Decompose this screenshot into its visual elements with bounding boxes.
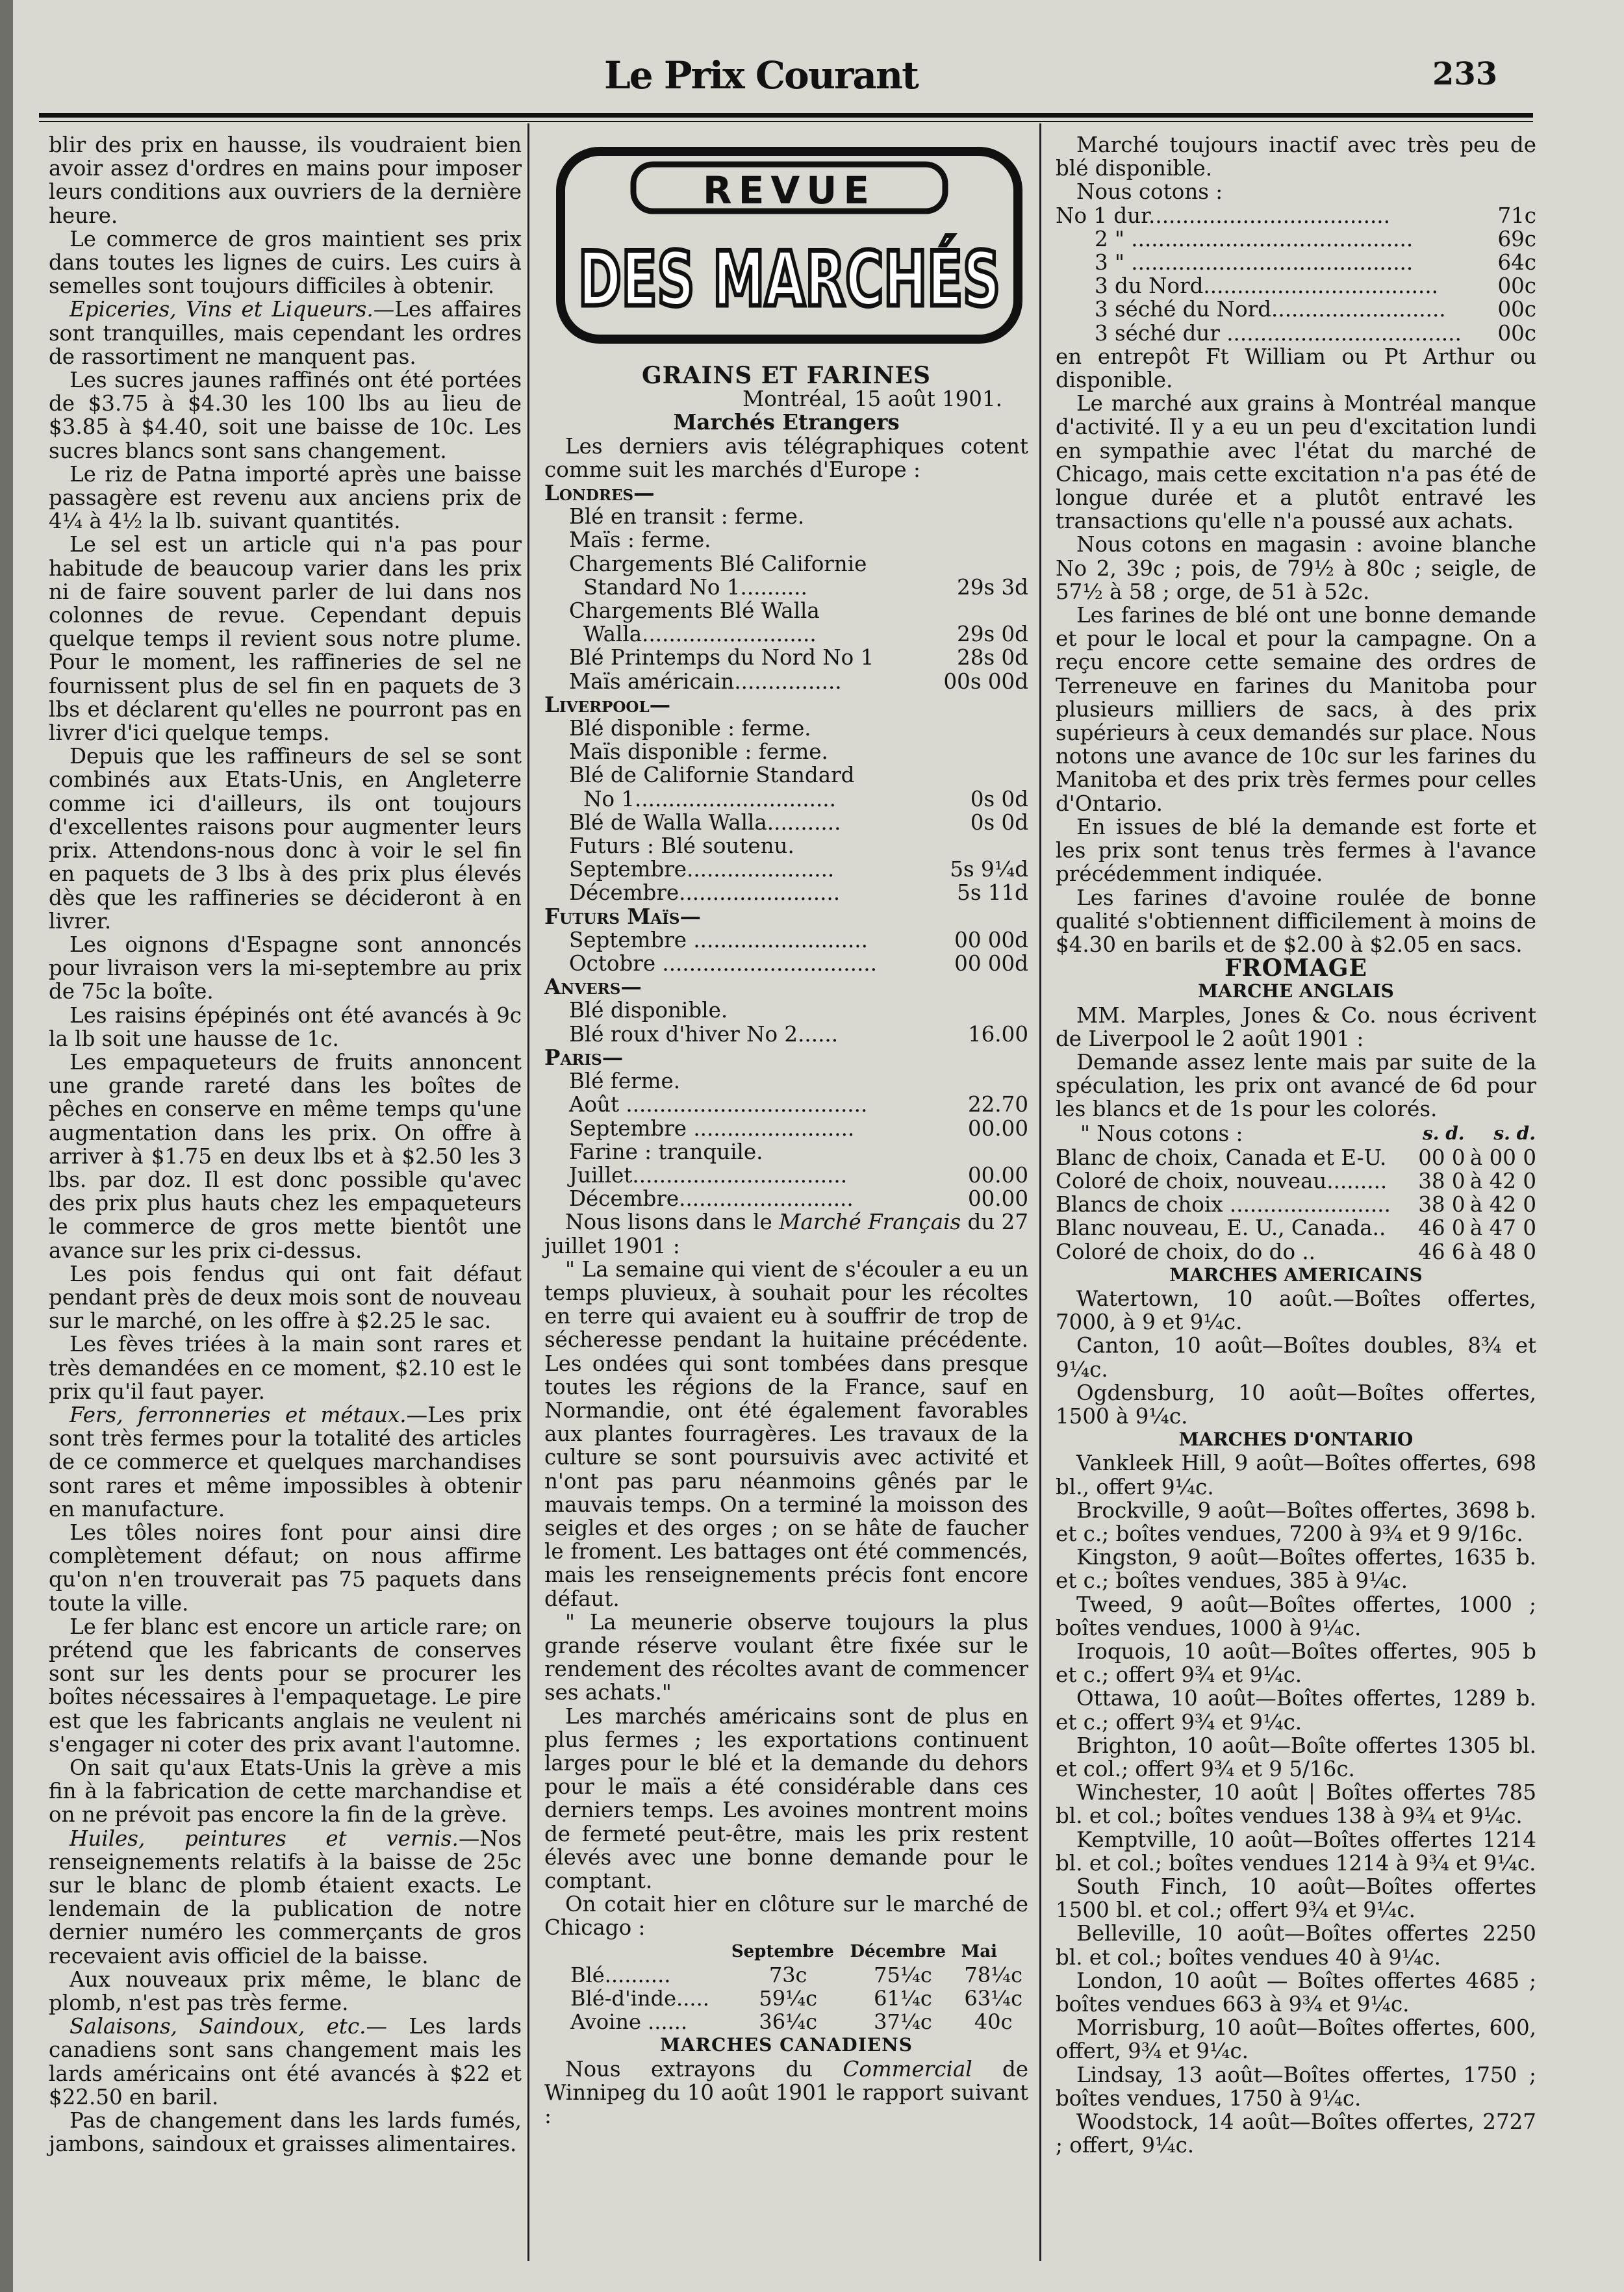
price-label: 3 " .......................................... bbox=[1095, 250, 1414, 275]
section-lead: Epiceries, Vins et Liqueurs. bbox=[70, 297, 374, 322]
publication-title: Marché Français bbox=[779, 1210, 961, 1235]
table-row bbox=[1056, 1146, 1536, 1169]
market-line: Maïs disponible : ferme. bbox=[569, 739, 828, 765]
paragraph: Les sucres jaunes raffinés ont été portées de $3.75 à $4.30 les 100 lbs au lieu de $3.85 à $4.40, soit une baisse de 10c. Les sucres blancs sont sans changement. bbox=[49, 368, 522, 463]
market-report: Watertown, 10 août.—Boîtes offertes, 7000, à 9 et 9¼c. bbox=[1056, 1286, 1536, 1335]
price-label: Septembre...................... bbox=[569, 857, 835, 882]
paragraph-salaisons bbox=[49, 2015, 522, 2109]
price-row bbox=[544, 881, 1028, 904]
price-row bbox=[544, 670, 1028, 693]
paragraph: Le commerce de gros maintient ses prix dans toutes les lignes de cuirs. Les cuirs à semelles sont toujours difficiles à obtenir. bbox=[49, 226, 522, 299]
market-line: Blé disponible. bbox=[569, 998, 728, 1023]
market-label: Liverpool— bbox=[544, 691, 671, 717]
paragraph: Les farines de blé ont une bonne demande et pour le local et pour la campagne. On a reçu encore cette semaine des ordres de Terreneuve en farines du Manitoba pour plusieurs milliers de sacs, à des prix supérieurs à ceux demandés sur place. Nous notons une avance de 10c sur les farines du Manitoba et des prix très fermes pour celles d'Ontario. bbox=[1056, 603, 1536, 816]
price-value: 0s 0d bbox=[970, 786, 1028, 811]
price-label: Blé de Walla Walla........... bbox=[569, 809, 841, 835]
price-value: 00.00 bbox=[967, 1115, 1028, 1141]
publication-title: Commercial bbox=[843, 2056, 972, 2082]
price-value: 00.00 bbox=[967, 1162, 1028, 1188]
header-rule bbox=[39, 113, 1533, 118]
column-divider bbox=[1039, 123, 1041, 2261]
table-cell: 40c bbox=[974, 2009, 1013, 2035]
sub-title: MARCHE ANGLAIS bbox=[1198, 980, 1394, 1002]
paragraph: Pas de changement dans les lards fumés, jambons, saindoux et graisses alimentaires. bbox=[49, 2108, 522, 2157]
table-cell: Coloré de choix, do do .. bbox=[1056, 1239, 1316, 1264]
table-cell: à 47 0 bbox=[1469, 1216, 1536, 1241]
market-report: Brighton, 10 août—Boîte offertes 1305 bl. et col.; offert 9¾ et 9 5/16c. bbox=[1056, 1733, 1536, 1782]
price-value: 00 00d bbox=[954, 951, 1028, 976]
price-label: Farine : tranquile. bbox=[569, 1139, 763, 1164]
price-value: 64c bbox=[1497, 250, 1536, 275]
table-cell: 46 6 bbox=[1418, 1239, 1465, 1264]
price-label: Blé roux d'hiver No 2...... bbox=[569, 1021, 839, 1047]
market-report: Ottawa, 10 août—Boîtes offertes, 1289 b. et c.; offert 9¾ et 9¼c. bbox=[1056, 1686, 1536, 1735]
paragraph: Marché toujours inactif avec très peu de blé disponible. bbox=[1056, 133, 1536, 181]
market-line: Maïs : ferme. bbox=[569, 528, 711, 553]
table-cell: Blancs de choix ........................ bbox=[1056, 1192, 1391, 1217]
market-label: Paris— bbox=[544, 1044, 624, 1070]
market-report: Belleville, 10 août—Boîtes offertes 2250 bl. et col.; boîtes vendues 40 à 9¼c. bbox=[1056, 1921, 1536, 1970]
table-row bbox=[1056, 1240, 1536, 1264]
paragraph-group bbox=[49, 2109, 522, 2156]
price-label: Décembre........................ bbox=[569, 880, 841, 906]
price-label: Blé Printemps du Nord No 1 bbox=[569, 645, 874, 670]
paragraph-group bbox=[49, 1968, 522, 2015]
price-label: Octobre ................................ bbox=[569, 951, 877, 976]
market-report: Woodstock, 14 août—Boîtes offertes, 2727 ; offert, 9¼c. bbox=[1056, 2109, 1536, 2158]
market-line: Blé en transit : ferme. bbox=[569, 504, 805, 529]
price-label: Maïs américain................ bbox=[569, 668, 842, 694]
table-cell: à 42 0 bbox=[1469, 1192, 1536, 1217]
grade-list bbox=[1056, 204, 1536, 345]
text: Nous lisons dans le bbox=[565, 1210, 780, 1235]
sub-title: MARCHES AMERICAINS bbox=[1169, 1264, 1423, 1286]
price-label: 3 séché du Nord.......................... bbox=[1095, 297, 1446, 322]
price-label: Walla.......................... bbox=[583, 622, 817, 647]
price-row bbox=[544, 858, 1028, 881]
paragraph-huiles bbox=[49, 1827, 522, 1968]
paragraph: Les raisins épépinés ont été avancés à 9c la lb soit une hausse de 1c. bbox=[49, 1002, 522, 1051]
liverpool-lines bbox=[544, 717, 1028, 787]
column-header: Mai bbox=[961, 1941, 998, 1961]
table-cell: 63¼c bbox=[964, 1986, 1023, 2011]
price-row bbox=[544, 1117, 1028, 1140]
price-label: Standard No 1.......... bbox=[583, 574, 807, 600]
price-value bbox=[1022, 1140, 1028, 1164]
market-report: Iroquois, 10 août—Boîtes offertes, 905 b et c.; offert 9¾ et 9¼c. bbox=[1056, 1639, 1536, 1688]
text: Nous extrayons du bbox=[565, 2056, 843, 2082]
paragraph: Le sel est un article qui n'a pas pour habitude de beaucoup varier dans les prix ni de faire souvent parler de lui dans nos colonnes de revue. Cependant depuis quelque temps il revient sous notre plume. Pour le moment, les raffineries de sel ne fournissent plus de sel fin en paquets de 3 lbs et déclarent qu'elles ne pourront pas en livrer d'ici quelque temps. bbox=[49, 532, 522, 746]
column-left bbox=[49, 133, 522, 2156]
table-cell: Blanc de choix, Canada et E-U. bbox=[1056, 1145, 1387, 1170]
price-value: 00c bbox=[1497, 297, 1536, 322]
price-row bbox=[544, 1093, 1028, 1116]
table-cell: 73c bbox=[768, 1962, 807, 1987]
market-report: Ogdensburg, 10 août—Boîtes offertes, 1500 à 9¼c. bbox=[1056, 1380, 1536, 1429]
market-line: Blé disponible : ferme. bbox=[569, 716, 811, 741]
quote: " La meunerie observe toujours la plus grande réserve voulant être fixée sur le rendement des récoltes avant de commencer ses achats." bbox=[544, 1609, 1028, 1705]
price-value bbox=[1022, 599, 1028, 622]
table-cell: Coloré de choix, nouveau......... bbox=[1056, 1168, 1388, 1193]
section-text: —Les affaires sont tranquilles, mais cependant les ordres de rassortiment ne manquent pas. bbox=[49, 297, 522, 369]
table-cell: à 48 0 bbox=[1469, 1239, 1536, 1264]
paragraph-group bbox=[49, 368, 522, 1403]
column-header: Septembre bbox=[731, 1941, 834, 1961]
table-caption: " Nous cotons : bbox=[1080, 1121, 1243, 1146]
table-cell: 59¼c bbox=[759, 1986, 817, 2011]
market-label: Londres— bbox=[544, 480, 655, 506]
price-label: Chargements Blé Walla bbox=[569, 598, 820, 624]
market-line: Chargements Blé Californie bbox=[569, 551, 867, 576]
header-rule-thin bbox=[39, 121, 1533, 122]
revue-des-marches-banner bbox=[555, 146, 1127, 344]
paragraph: Les tôles noires font pour ainsi dire complètement défaut; on nous affirme qu'on n'en trouverait pas 75 paquets dans toute la ville. bbox=[49, 1520, 522, 1616]
paragraph: Depuis que les raffineurs de sel se sont combinés aux Etats-Unis, en Angleterre comme ici d'ailleurs, ils ont toujours d'excellentes raisons pour augmenter leurs prix. Attendons-nous donc à voir le sel fin en paquets de 3 lbs à des prix plus élevés dès que les raffineries se décideront à en livrer. bbox=[49, 744, 522, 934]
paragraph: MM. Marples, Jones & Co. nous écrivent de Liverpool le 2 août 1901 : bbox=[1056, 1002, 1536, 1051]
dateline: Montréal, 15 août 1901. bbox=[742, 387, 1002, 412]
column-header: s. d. bbox=[1422, 1122, 1465, 1144]
price-value: 0s 0d bbox=[970, 809, 1028, 835]
table-cell: à 42 0 bbox=[1469, 1168, 1536, 1193]
price-label: Août .................................... bbox=[569, 1092, 868, 1117]
liverpool-rows bbox=[544, 787, 1028, 905]
table-cell: 37¼c bbox=[874, 2009, 932, 2035]
paragraph-group bbox=[49, 1521, 522, 1827]
price-label: No 1.............................. bbox=[583, 786, 836, 811]
table-cell: Blé-d'inde..... bbox=[570, 1986, 709, 2011]
column-header bbox=[544, 1940, 729, 1963]
price-value: 22.70 bbox=[967, 1092, 1028, 1117]
table-cell: à 00 0 bbox=[1469, 1145, 1536, 1170]
paragraph: Le marché aux grains à Montréal manque d'activité. Il y a eu un peu d'excitation lundi en sympathie avec l'état du marché de Chicago, mais cette excitation n'a pas été de longue durée et a plutôt entravé les transactions qu'elle n'a poussé aux achats. bbox=[1056, 391, 1536, 534]
chicago-table bbox=[544, 1940, 1028, 2034]
table-cell: Blé.......... bbox=[570, 1962, 671, 1987]
column-middle bbox=[544, 364, 1028, 2128]
section-lead: Fers, ferronneries et métaux. bbox=[70, 1402, 407, 1427]
sub-title: Marchés Etrangers bbox=[673, 409, 900, 435]
table-cell: Blanc nouveau, E. U., Canada.. bbox=[1056, 1216, 1386, 1241]
table-cell: Avoine ...... bbox=[570, 2009, 688, 2035]
sub-title: MARCHES D'ONTARIO bbox=[1178, 1429, 1414, 1451]
table-cell: 78¼c bbox=[964, 1962, 1023, 1987]
market-label: Futurs Maïs— bbox=[544, 903, 702, 929]
market-report: London, 10 août — Boîtes offertes 4685 ; boîtes vendues 663 à 9¾ et 9¼c. bbox=[1056, 1968, 1536, 2017]
market-report: Brockville, 9 août—Boîtes offertes, 3698 b. et c.; boîtes vendues, 7200 à 9¾ et 9 9/16c. bbox=[1056, 1497, 1536, 1546]
price-label: No 1 dur.................................... bbox=[1056, 203, 1390, 228]
table-cell: 38 0 bbox=[1418, 1168, 1465, 1193]
table-cell: 46 0 bbox=[1418, 1216, 1465, 1241]
section-title: MARCHES CANADIENS bbox=[660, 2034, 913, 2056]
anvers-lines bbox=[544, 999, 1028, 1022]
grade-row bbox=[1056, 322, 1536, 345]
american-markets bbox=[1056, 1287, 1536, 1428]
section-text: — Les lards canadiens sont sans changement mais les lards américains ont été avancés à $22 et $22.50 en baril. bbox=[49, 2014, 522, 2109]
table-cell: 61¼c bbox=[874, 1986, 932, 2011]
paragraph: en entrepôt Ft William ou Pt Arthur ou disponible. bbox=[1056, 344, 1536, 393]
paragraph: Les marchés américains sont de plus en plus fermes ; les exportations continuent larges pour le blé et la demande du dehors pour le maïs a été considérable dans ces derniers temps. Les avoines montrent moins de fermeté peut-être, mais les prix restent élevés avec une bonne demande pour le comptant. bbox=[544, 1703, 1028, 1893]
paragraph: Nous cotons : bbox=[1076, 179, 1223, 205]
scan-edge bbox=[0, 0, 13, 2292]
market-report: Kemptville, 10 août—Boîtes offertes 1214 bl. et col.; boîtes vendues 1214 à 9¾ et 9¼c. bbox=[1056, 1827, 1536, 1876]
price-label: Futurs : Blé soutenu. bbox=[569, 834, 794, 859]
price-row bbox=[544, 1187, 1028, 1210]
price-value: 00c bbox=[1497, 274, 1536, 299]
paragraph: Aux nouveaux prix même, le blanc de plomb, n'est pas très ferme. bbox=[49, 1967, 522, 2016]
market-line: Blé ferme. bbox=[569, 1069, 681, 1094]
table-row bbox=[544, 1963, 1028, 1987]
banner-line2: DES MARCHÉS bbox=[578, 236, 1127, 324]
price-value: 00s 00d bbox=[943, 668, 1028, 694]
market-report: South Finch, 10 août—Boîtes offertes 1500 bl. et col.; offert 9¾ et 9¼c. bbox=[1056, 1874, 1536, 1923]
paragraph: Les derniers avis télégraphiques cotent comme suit les marchés d'Europe : bbox=[544, 433, 1028, 482]
anvers-rows bbox=[544, 1023, 1028, 1046]
market-line: Blé de Californie Standard bbox=[569, 763, 855, 788]
price-value: 29s 0d bbox=[957, 622, 1028, 647]
market-report: Kingston, 9 août—Boîtes offertes, 1635 b. et c.; boîtes vendues, 385 à 9¼c. bbox=[1056, 1545, 1536, 1594]
paris-rows bbox=[544, 1093, 1028, 1210]
masthead: Le Prix Courant bbox=[604, 53, 918, 97]
column-header: s. d. bbox=[1493, 1122, 1536, 1144]
quote: " La semaine qui vient de s'écouler a eu un temps pluvieux, à souhait pour les récoltes en terre qui avaient eu à souffrir de trop de sécheresse pendant la huitaine précédente. Les ondées qui sont tombées dans presque toutes les régions de la France, sauf en Normandie, ont été également favorables aux plantes fourragères. Les travaux de la culture se sont poursuivis avec activité et n'ont pas paru néanmoins gênés par le mauvais temps. On a terminé la moisson des seigles et des orges ; on se hâte de faucher le froment. Les battages ont été commencés, mais les renseignements précis font encore défaut. bbox=[544, 1256, 1028, 1611]
section-title: FROMAGE bbox=[1224, 954, 1367, 982]
text: de Winnipeg du 10 août 1901 le rapport suivant : bbox=[544, 2056, 1028, 2129]
grade-row bbox=[1056, 251, 1536, 274]
paragraph: Les farines d'avoine roulée de bonne qualité s'obtiennent difficilement à moins de $4.30 en barils et de $2.00 à $2.05 en sacs. bbox=[1056, 885, 1536, 957]
paragraph: Les pois fendus qui ont fait défaut pendant près de deux mois sont de nouveau sur le marché, on les offre à $2.25 le sac. bbox=[49, 1261, 522, 1334]
section-lead: Salaisons, Saindoux, etc. bbox=[70, 2014, 366, 2039]
grade-row bbox=[1056, 204, 1536, 227]
ontario-markets bbox=[1056, 1451, 1536, 2157]
price-label: 3 séché dur ................................... bbox=[1095, 320, 1462, 346]
price-row bbox=[544, 1164, 1028, 1187]
table-cell: 75¼c bbox=[874, 1962, 932, 1987]
paragraph: On cotait hier en clôture sur le marché de Chicago : bbox=[544, 1892, 1028, 1941]
price-value: 00.00 bbox=[967, 1186, 1028, 1212]
price-row bbox=[544, 622, 1028, 646]
table-cell: 38 0 bbox=[1418, 1192, 1465, 1217]
paragraph bbox=[544, 1210, 1028, 1257]
table-row bbox=[1056, 1193, 1536, 1216]
paragraph bbox=[544, 2057, 1028, 2128]
table-header-row bbox=[1056, 1121, 1536, 1146]
table-row bbox=[544, 1987, 1028, 2010]
price-value: 00 00d bbox=[954, 927, 1028, 952]
price-value: 69c bbox=[1497, 226, 1536, 251]
price-row bbox=[544, 834, 1028, 858]
page-number: 233 bbox=[1432, 56, 1498, 92]
market-report: Canton, 10 août—Boîtes doubles, 8¾ et 9¼c. bbox=[1056, 1333, 1536, 1382]
paragraph: Le riz de Patna importé après une baisse passagère est revenu aux anciens prix de 4¼ à 4½ la lb. suivant quantités. bbox=[49, 461, 522, 534]
paragraph: Les fèves triées à la main sont rares et très demandées en ce moment, $2.10 est le prix qu'il faut payer. bbox=[49, 1332, 522, 1404]
paragraph: Le fer blanc est encore un article rare; on prétend que les fabricants de conserves sont sur les dents pour se procurer les boîtes nécessaires à l'empaquetage. Le pire est que les fabricants anglais ne veulent ni s'engager ni coter des prix avant l'automne. bbox=[49, 1614, 522, 1757]
market-label: Anvers— bbox=[544, 974, 642, 1000]
table-header-row bbox=[544, 1940, 1028, 1963]
price-label: Septembre ........................ bbox=[569, 1115, 855, 1141]
price-value: 71c bbox=[1497, 203, 1536, 228]
table-cell: 36¼c bbox=[759, 2009, 817, 2035]
price-row bbox=[544, 1023, 1028, 1046]
paragraph-epiceries bbox=[49, 298, 522, 368]
price-label: 3 du Nord................................... bbox=[1095, 274, 1438, 299]
paragraph: blir des prix en hausse, ils voudraient bien avoir assez d'ordres en mains pour imposer leurs conditions aux ouvriers de la dernière heure. bbox=[49, 133, 522, 228]
market-report: Tweed, 9 août—Boîtes offertes, 1000 ; boîtes vendues, 1000 à 9¼c. bbox=[1056, 1592, 1536, 1640]
paris-lines bbox=[544, 1069, 1028, 1093]
price-value: 29s 3d bbox=[957, 574, 1028, 600]
price-value bbox=[1022, 834, 1028, 858]
cheese-table bbox=[1056, 1121, 1536, 1264]
section-text: —Nos renseignements relatifs à la baisse de 25c sur le blanc de plomb étaient exacts. Le lendemain de la publication de notre dernier numéro les commerçants de gros recevaient avis officiel de la baisse. bbox=[49, 1826, 522, 1968]
price-row bbox=[544, 787, 1028, 811]
price-label: 2 " .......................................... bbox=[1095, 226, 1414, 251]
paragraph: On sait qu'aux Etats-Unis la grève a mis fin à la fabrication de cette marchandise et on ne prévoit pas encore la fin de la grève. bbox=[49, 1755, 522, 1827]
londres-rows bbox=[544, 576, 1028, 693]
paragraph: Les empaqueteurs de fruits annoncent une grande rareté dans les boîtes de pêches en conserve en même temps qu'une augmentation dans les prix. On offre à arriver à $1.75 en deux lbs et à $2.50 les 3 lbs. par doz. Il est donc possible qu'avec des prix plus hauts chez les empaqueteurs le commerce de gros mette bientôt une avance sur les prix ci-dessus. bbox=[49, 1049, 522, 1263]
section-lead: Huiles, peintures et vernis. bbox=[70, 1826, 459, 1851]
price-row bbox=[544, 928, 1028, 952]
price-value: 00c bbox=[1497, 320, 1536, 346]
paragraph-fers bbox=[49, 1403, 522, 1521]
grade-row bbox=[1056, 298, 1536, 321]
futurs-rows bbox=[544, 928, 1028, 975]
table-cell: 00 0 bbox=[1418, 1145, 1465, 1170]
price-row bbox=[544, 1140, 1028, 1164]
grade-row bbox=[1056, 227, 1536, 251]
banner-line1: REVUE bbox=[703, 168, 876, 212]
text: du 27 juillet 1901 : bbox=[544, 1210, 1028, 1258]
market-report: Winchester, 10 août | Boîtes offertes 785 bl. et col.; boîtes vendues 138 à 9¾ et 9¼c. bbox=[1056, 1780, 1536, 1829]
price-value: 28s 0d bbox=[957, 645, 1028, 670]
price-value: 5s 9¼d bbox=[950, 857, 1028, 882]
londres-lines bbox=[544, 505, 1028, 576]
market-report: Vankleek Hill, 9 août—Boîtes offertes, 698 bl., offert 9¼c. bbox=[1056, 1451, 1536, 1499]
paragraph: Demande assez lente mais par suite de la spéculation, les prix ont avancé de 6d pour les blancs et de 1s pour les colorés. bbox=[1056, 1049, 1536, 1122]
column-right bbox=[1056, 133, 1536, 2157]
column-header: Décembre bbox=[850, 1941, 946, 1961]
price-row bbox=[544, 811, 1028, 834]
price-row bbox=[544, 599, 1028, 622]
price-row bbox=[544, 576, 1028, 599]
market-report: Lindsay, 13 août—Boîtes offertes, 1750 ; boîtes vendues, 1750 à 9¼c. bbox=[1056, 2062, 1536, 2111]
section-text: —Les prix sont très fermes pour la totalité des articles de ce commerce et quelques marchandises sont rares et même impossibles à obtenir en manufacture. bbox=[49, 1402, 522, 1522]
price-value: 5s 11d bbox=[957, 880, 1028, 906]
price-value: 16.00 bbox=[967, 1021, 1028, 1047]
paragraph: En issues de blé la demande est forte et les prix sont tenus très fermes à l'avance précédemment indiquée. bbox=[1056, 814, 1536, 887]
price-label: Septembre .......................... bbox=[569, 927, 868, 952]
section-title: GRAINS ET FARINES bbox=[641, 362, 932, 389]
table-row bbox=[1056, 1216, 1536, 1240]
price-label: Décembre.......................... bbox=[569, 1186, 854, 1212]
price-label: Juillet................................ bbox=[569, 1162, 848, 1188]
column-divider bbox=[527, 123, 529, 2261]
paragraph: Les oignons d'Espagne sont annoncés pour livraison vers la mi-septembre au prix de 75c la boîte. bbox=[49, 932, 522, 1004]
paragraph: Nous cotons en magasin : avoine blanche No 2, 39c ; pois, de 79½ à 80c ; seigle, de 57½ à 58 ; orge, de 51 à 52c. bbox=[1056, 532, 1536, 604]
table-row bbox=[1056, 1169, 1536, 1193]
grade-row bbox=[1056, 274, 1536, 298]
price-row bbox=[544, 646, 1028, 669]
market-report: Morrisburg, 10 août—Boîtes offertes, 600, offert, 9¾ et 9¼c. bbox=[1056, 2015, 1536, 2064]
table-row bbox=[544, 2010, 1028, 2033]
price-row bbox=[544, 952, 1028, 975]
